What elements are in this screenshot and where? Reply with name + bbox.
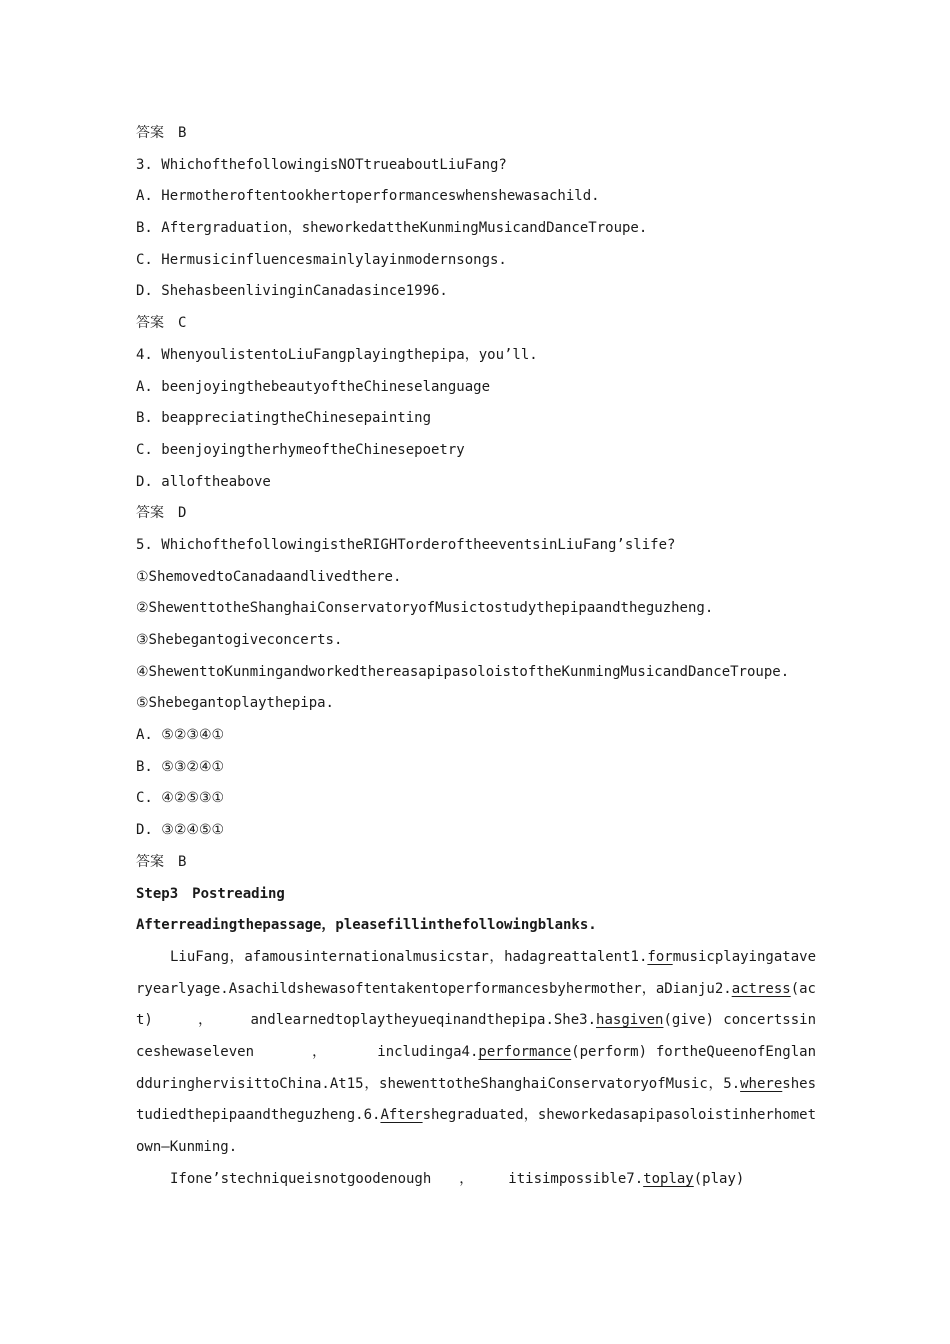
passage-text: Ifone’stechniqueisnotgoodenough ， itisimpossible7. xyxy=(170,1170,644,1187)
question-4-option-b: B. beappreciatingtheChinesepainting xyxy=(136,410,432,427)
step3-heading: Step3 Postreading xyxy=(136,885,285,902)
passage-text: musicplayingataveryearlyage.Asachildshewasoftentakentoperformancesbyhermother，aDianju2. xyxy=(136,948,816,997)
question-5-option-a: A. ⑤②③④① xyxy=(136,727,225,744)
question-3-option-b: B. Aftergraduation，sheworkedattheKunmingMusicandDanceTroupe. xyxy=(136,220,648,237)
question-5-event-2: ②ShewenttotheShanghaiConservatoryofMusictostudythepipaandtheguzheng. xyxy=(136,600,714,617)
question-5-event-5: ⑤Shebegantoplaythepipa. xyxy=(136,695,334,712)
passage-text: (give) concertssinceshewaseleven ， includinga4. xyxy=(136,1012,817,1060)
answer-q5: 答案 B xyxy=(136,853,187,870)
passage-text: (play) xyxy=(693,1170,745,1187)
blank-2-answer: actress xyxy=(731,980,791,997)
question-5-option-b: B. ⑤③②④① xyxy=(136,758,225,775)
passage-text: (perform) fortheQueenofEnglandduringhervisittoChina.At15，shewenttotheShanghaiConservatoryofMusic，5. xyxy=(136,1043,816,1092)
question-3-option-d: D. ShehasbeenlivinginCanadasince1996. xyxy=(136,283,448,300)
passage-text: shestudiedthepipaandtheguzheng.6. xyxy=(136,1075,816,1124)
blank-1-answer: for xyxy=(647,948,673,965)
passage-paragraph-1 xyxy=(136,942,816,1164)
blank-4-answer: performance xyxy=(478,1043,572,1060)
answer-q3: 答案 C xyxy=(136,315,187,332)
answer-q4: 答案 D xyxy=(136,505,187,522)
question-5-event-3: ③Shebegantogiveconcerts. xyxy=(136,632,343,648)
question-3-option-c: C. Hermusicinfluencesmainlylayinmodernsongs. xyxy=(136,251,507,268)
passage-paragraph-2 xyxy=(136,1164,816,1196)
question-5-event-1: ①ShemovedtoCanadaandlivedthere. xyxy=(136,568,402,585)
blank-7-answer: toplay xyxy=(643,1170,694,1187)
blank-3-answer: hasgiven xyxy=(596,1012,664,1029)
answer-q2: 答案 B xyxy=(136,125,187,141)
document-page xyxy=(136,118,816,1196)
question-3-option-a: A. Hermotheroftentookhertoperformanceswhenshewasachild. xyxy=(136,188,600,205)
question-4-option-d: D. alloftheabove xyxy=(136,473,271,490)
blank-5-answer: where xyxy=(740,1075,783,1092)
question-4-option-c: C. beenjoyingtherhymeoftheChinesepoetry xyxy=(136,441,465,458)
question-5-option-c: C. ④②⑤③① xyxy=(136,790,225,807)
question-4-option-a: A. beenjoyingthebeautyoftheChineselanguage xyxy=(136,378,491,395)
passage-text: (act) ， andlearnedtoplaytheyueqinandthepipa.She3. xyxy=(136,980,816,1029)
passage-text: LiuFang，afamousinternationalmusicstar，hadagreattalent1. xyxy=(170,948,648,965)
question-3-stem: 3. WhichofthefollowingisNOTtrueaboutLiuFang? xyxy=(136,156,507,173)
step3-instruction: Afterreadingthepassage，pleasefillinthefollowingblanks. xyxy=(136,917,597,934)
blank-6-answer: After xyxy=(380,1107,423,1124)
passage-text: shegraduated，sheworkedasapipasoloistinherhometown—Kunming. xyxy=(136,1107,816,1156)
question-5-event-4: ④ShewenttoKunmingandworkedthereasapipasoloistoftheKunmingMusicandDanceTroupe. xyxy=(136,663,790,680)
question-4-stem: 4. WhenyoulistentoLiuFangplayingthepipa，you’ll. xyxy=(136,346,538,363)
question-5-option-d: D. ③②④⑤① xyxy=(136,822,225,839)
question-5-stem: 5. WhichofthefollowingistheRIGHTorderoftheeventsinLiuFang’slife? xyxy=(136,536,676,553)
